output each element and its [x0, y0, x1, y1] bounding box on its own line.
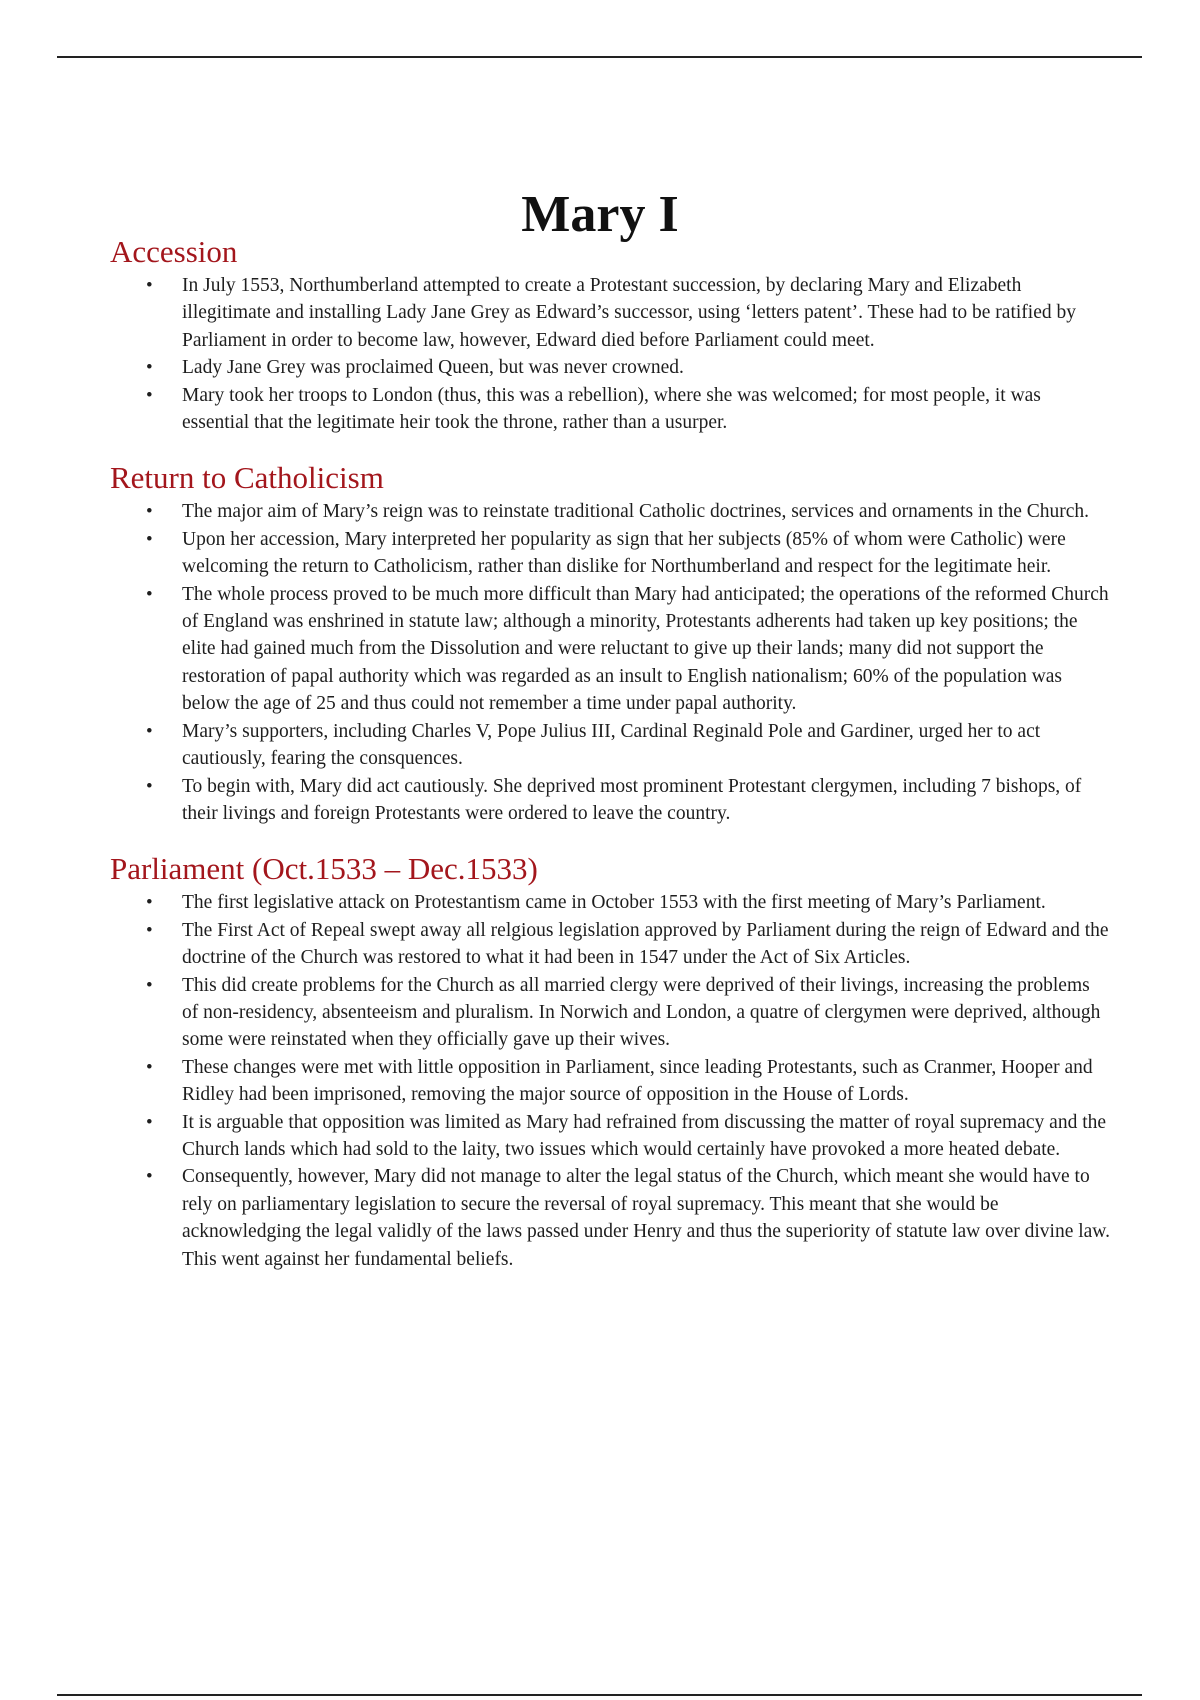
bullet-text: The whole process proved to be much more difficult than Mary had anticipated; the operations of the reformed Church of England was enshrined in statute law; although a minority, Protestants adherents had taken up key positions; the elite had gained much from the Dissolution and were reluctant to give up their lands; many did not support the restoration of papal authority which was regarded as an insult to English nationalism; 60% of the population was below the age of 25 and thus could not remember a time under papal authority.	[182, 583, 1109, 715]
bullet-list	[110, 889, 1110, 1273]
bottom-rule	[57, 1694, 1142, 1696]
bullet-item	[110, 889, 1110, 916]
bullet-text: Upon her accession, Mary interpreted her popularity as sign that her subjects (85% of whom were Catholic) were welcoming the return to Catholicism, rather than dislike for Northumberland and respect for the legitimate heir.	[182, 528, 1066, 578]
bullet-item	[110, 581, 1110, 718]
bullet-text: Lady Jane Grey was proclaimed Queen, but was never crowned.	[182, 357, 684, 379]
bullet-item	[110, 1054, 1110, 1109]
bullet-text: To begin with, Mary did act cautiously. She deprived most prominent Protestant clergymen, including 7 bishops, of their livings and foreign Protestants were ordered to leave the country.	[182, 775, 1082, 824]
section-parliament	[110, 849, 1110, 1273]
bullet-list	[110, 272, 1110, 436]
bullet-text: The First Act of Repeal swept away all relgious legislation approved by Parliament during the reign of Edward and the doctrine of the Church was restored to what it had been in 1547 under the Act of Six Articles.	[182, 919, 1109, 969]
section-heading: Parliament (Oct.1533 – Dec.1533)	[110, 851, 538, 887]
document-body	[110, 232, 1110, 1273]
bullet-icon: •	[146, 775, 153, 797]
section-return-to-catholicism	[110, 458, 1110, 827]
bullet-item	[110, 272, 1110, 354]
bullet-item	[110, 972, 1110, 1054]
bullet-icon: •	[146, 357, 153, 379]
bullet-text: Consequently, however, Mary did not manage to alter the legal status of the Church, which meant she would have to rely on parliamentary legislation to secure the reversal of royal supremacy. This meant that she would be acknowledging the legal validly of the laws passed under Henry and thus the superiority of statute law over divine law. This went against her fundamental beliefs.	[182, 1166, 1110, 1270]
bullet-text: Mary took her troops to London (thus, this was a rebellion), where she was welcomed; for most people, it was essential that the legitimate heir took the throne, rather than a usurper.	[182, 384, 1041, 434]
bullet-item	[110, 773, 1110, 828]
section-accession	[110, 232, 1110, 436]
bullet-icon: •	[146, 892, 153, 914]
bullet-text: The first legislative attack on Protestantism came in October 1553 with the first meeting of Mary’s Parliament.	[182, 892, 1046, 914]
bullet-icon: •	[146, 720, 153, 742]
bullet-item	[110, 917, 1110, 972]
bullet-text: The major aim of Mary’s reign was to reinstate traditional Catholic doctrines, services and ornaments in the Church.	[182, 501, 1090, 523]
bullet-icon: •	[146, 384, 153, 406]
bullet-item	[110, 1109, 1110, 1164]
bullet-icon: •	[146, 1111, 153, 1133]
bullet-text: These changes were met with little opposition in Parliament, since leading Protestants, such as Cranmer, Hooper and Ridley had been imprisoned, removing the major source of opposition in the House of Lords.	[182, 1056, 1093, 1106]
bullet-item	[110, 354, 1110, 381]
bullet-icon: •	[146, 501, 153, 523]
bullet-icon: •	[146, 528, 153, 550]
bullet-icon: •	[146, 919, 153, 941]
bullet-icon: •	[146, 275, 153, 296]
bullet-icon: •	[146, 1056, 153, 1078]
bullet-item	[110, 1163, 1110, 1273]
section-heading: Return to Catholicism	[110, 460, 384, 496]
bullet-icon: •	[146, 1166, 153, 1188]
bullet-icon: •	[146, 583, 153, 605]
bullet-item	[110, 526, 1110, 581]
bullet-text: This did create problems for the Church as all married clergy were deprived of their livings, increasing the problems of non-residency, absenteeism and pluralism. In Norwich and London, a quatre of clergymen were deprived, although some were reinstated when they officially gave up their wives.	[182, 974, 1101, 1051]
bullet-text: In July 1553, Northumberland attempted to create a Protestant succession, by declaring Mary and Elizabeth illegitimate and installing Lady Jane Grey as Edward’s successor, using ‘letters patent’. These had to be ratified by Parliament in order to become law, however, Edward died before Parliament could meet.	[182, 275, 1076, 351]
bullet-text: It is arguable that opposition was limited as Mary had refrained from discussing the matter of royal supremacy and the Church lands which had sold to the laity, two issues which would certainly have provoked a more heated debate.	[182, 1111, 1107, 1160]
top-rule	[57, 56, 1142, 58]
bullet-item	[110, 382, 1110, 437]
section-heading: Accession	[110, 234, 238, 269]
page-title: Mary I	[521, 185, 679, 243]
bullet-list	[110, 498, 1110, 827]
bullet-text: Mary’s supporters, including Charles V, Pope Julius III, Cardinal Reginald Pole and Gardiner, urged her to act cautiously, fearing the consquences.	[182, 720, 1041, 770]
bullet-icon: •	[146, 974, 153, 996]
bullet-item	[110, 498, 1110, 525]
bullet-item	[110, 718, 1110, 773]
